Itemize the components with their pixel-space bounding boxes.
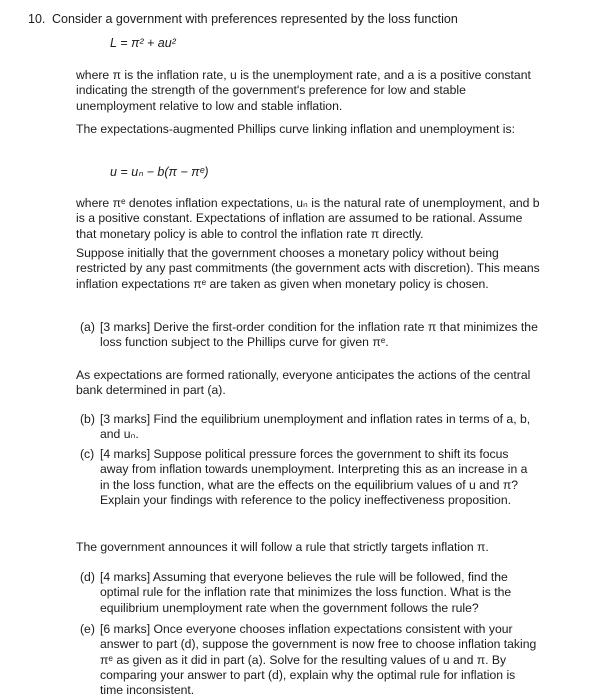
- part-a-text: [3 marks] Derive the first-order condition for the inflation rate π that minimizes the loss function subject to the Phillips curve for given πᵉ.: [100, 320, 538, 350]
- paragraph-variables: where π is the inflation rate, u is the unemployment rate, and a is a positive constant indicating the strength of the government's preference for low and stable unemployment relative to low and stable inflation.: [76, 68, 531, 113]
- part-c-text: [4 marks] Suppose political pressure forces the government to shift its focus away from inflation towards unemployment. Interpreting this as an increase in a in the loss function, what are the effects on the equilibrium values of u and π? Explain your findings with reference to the policy ineffectiveness proposition.: [100, 447, 528, 507]
- part-e-label: (e): [80, 622, 95, 636]
- question-number: 10.: [28, 12, 46, 26]
- part-d-text: [4 marks] Assuming that everyone believes the rule will be followed, find the optimal rule for the inflation rate that minimizes the loss function. What is the equilibrium unemployment rate when the government follows the rule?: [100, 570, 512, 615]
- part-d-label: (d): [80, 570, 95, 584]
- paragraph-discretion: Suppose initially that the government chooses a monetary policy without being restricted by any past commitments (the government acts with discretion). This means inflation expectations πᵉ are taken as given when monetary policy is chosen.: [76, 246, 540, 291]
- paragraph-rule-announcement: The government announces it will follow a rule that strictly targets inflation π.: [76, 540, 489, 554]
- part-c-label: (c): [80, 447, 95, 461]
- part-a-label: (a): [80, 320, 95, 334]
- phillips-curve-equation: u = uₙ − b(π − πᵉ): [110, 165, 209, 179]
- part-b-text: [3 marks] Find the equilibrium unemployment and inflation rates in terms of a, b, and uₙ.: [100, 412, 531, 442]
- paragraph-expectations: where πᵉ denotes inflation expectations, uₙ is the natural rate of unemployment, and b is a positive constant. Expectations of inflation are assumed to be rational. Assume that monetary policy is able to control the inflation rate π directly.: [76, 196, 540, 241]
- paragraph-rational-anticipation: As expectations are formed rationally, everyone anticipates the actions of the central bank determined in part (a).: [76, 368, 531, 398]
- part-b-label: (b): [80, 412, 95, 426]
- paragraph-phillips-intro: The expectations-augmented Phillips curve linking inflation and unemployment is:: [76, 122, 515, 136]
- loss-function-equation: L = π² + au²: [110, 36, 176, 50]
- part-e-text: [6 marks] Once everyone chooses inflation expectations consistent with your answer to part (d), suppose the government is now free to choose inflation taking πᵉ as given as it did in part (a). Solve for the resulting values of u and π. By comparing your answer to part (d), explain why the optimal rule for inflation is time inconsistent.: [100, 622, 537, 698]
- question-intro: Consider a government with preferences represented by the loss function: [52, 12, 458, 26]
